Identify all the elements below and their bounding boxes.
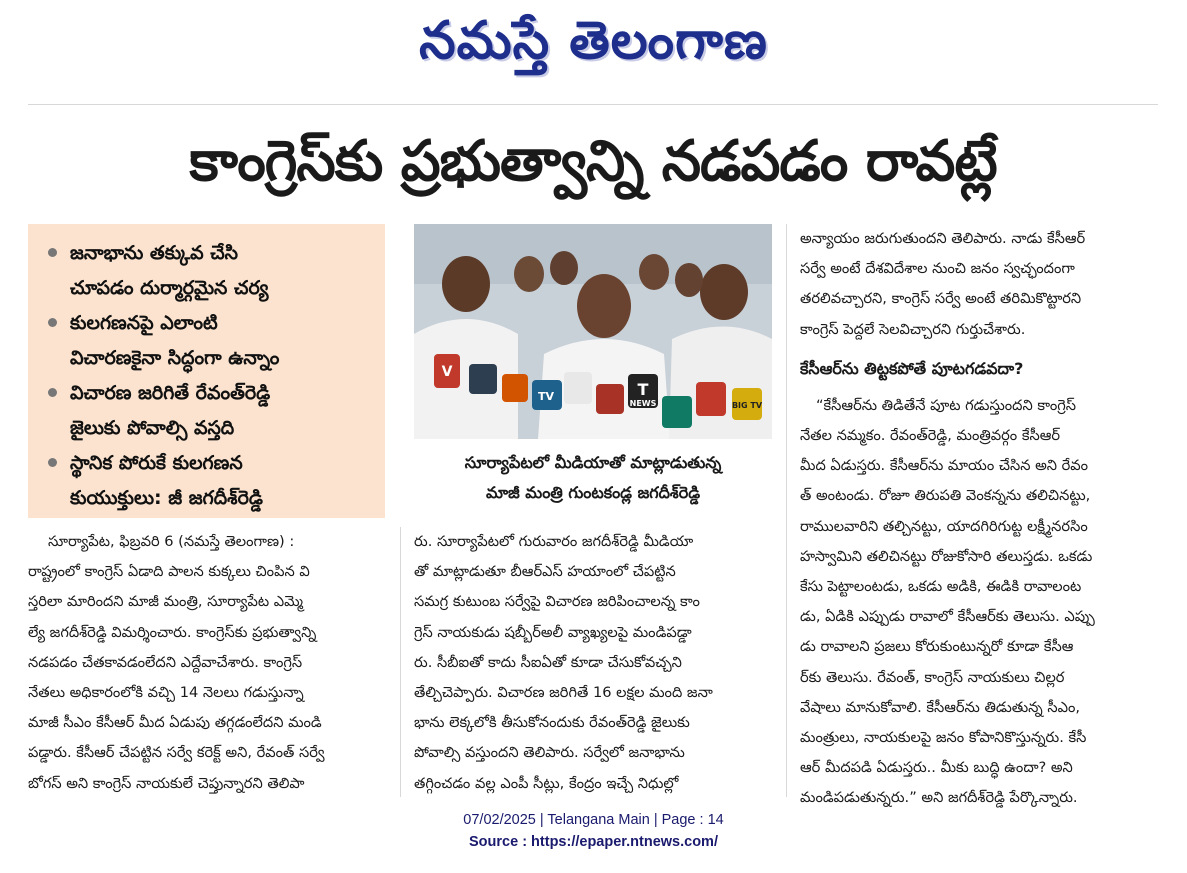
article-line: త్ అంటండు. రోజూ తిరుపతి వెంకన్నను తలిచినట్టు, [800,487,1091,505]
article-subheading: కేసీఆర్‌ను తిట్టకపోతే పూటగడవదా? [800,358,1024,378]
article-line: తగ్గించడం వల్ల ఎంపీ సీట్లు, కేంద్రం ఇచ్చే నిధుల్లో [414,774,679,792]
article-line: హస్వామిని తలిచినట్టు రోజుకోసారి తలుస్తడు. ఒకడు [800,547,1093,565]
article-line: సూర్యాపేట, ఫిబ్రవరి 6 (నమస్తే తెలంగాణ) : [48,533,295,550]
bullet-icon [48,458,57,467]
article-line: మండిపడుతున్నరు.” అని జగదీశ్‌రెడ్డి పేర్కొన్నారు. [800,789,1078,807]
article-line: అన్యాయం జరుగుతుందని తెలిపారు. నాడు కేసీఆర్ [800,230,1086,247]
article-line: “కేసీఆర్‌ను తిడితేనే పూట గడుస్తుందని కాంగ్రెస్ [816,396,1076,414]
bullet-icon [48,248,57,257]
summary-item: విచారణకైనా సిద్ధంగా ఉన్నాం [70,347,280,369]
article-column-1 [28,527,390,799]
article-line: కాంగ్రెస్ పెద్దలే సెలవిచ్చారని గుర్తుచేశారు. [800,320,1026,338]
column-divider [400,527,401,797]
summary-item: కుయుక్తులు: జీ జగదీశ్‌రెడ్డి [70,487,263,509]
article-line: డు, ఏడికి ఎప్పుడు రావాలో కేసీఆర్‌కు తెలుసు. ఎప్పు [800,608,1095,626]
article-line: పోవాల్సి వస్తుందని తెలిపారు. సర్వేలో జనాభాను [414,744,685,762]
masthead-logo: నమస్తే తెలంగాణ [419,11,768,71]
summary-item: స్థానిక పోరుకే కులగణన [46,446,375,480]
article-line: వేషాలు మానుకోవాలి. కేసీఆర్‌ను తిడుతున్న సీఎం, [800,698,1081,716]
article-line: సమగ్ర కుటుంబ సర్వేపై విచారణ జరిపించాలన్న కాం [414,593,700,611]
bullet-icon [48,388,57,397]
summary-item: జైలుకు పోవాల్సి వస్తది [70,417,235,439]
photo-caption [414,448,772,508]
article-line: తరలివచ్చారని, కాంగ్రెస్ సర్వే అంటే తరిమికొట్టారని [800,290,1082,308]
footer-source-link[interactable]: Source : https://epaper.ntnews.com/ [469,834,718,850]
article-line: రాష్ట్రంలో కాంగ్రెస్ ఏడాది పాలన కుక్కలు చింపిన వి [28,563,310,581]
article-line: డు రావాలని ప్రజలు కోరుకుంటున్నరో కూడా కేసీఆ [800,638,1074,656]
column-divider [786,224,787,797]
masthead-divider [28,104,1158,105]
bullet-icon [48,318,57,327]
article-line: నేతలు అధికారంలోకి వచ్చి 14 నెలలు గడుస్తున్నా [28,684,304,702]
article-line: తో మాట్లాడుతూ బీఆర్‌ఎస్ హయాంలో చేపట్టిన [414,563,676,581]
headline: కాంగ్రెస్‌కు ప్రభుత్వాన్ని నడపడం రావట్లే [189,129,997,194]
caption-line: మాజీ మంత్రి గుంటకండ్ల జగదీశ్‌రెడ్డి [485,483,701,502]
article-line: ఆర్ మీదపడి ఏడుస్తరు.. మీకు బుద్ధి ఉందా? అని [800,759,1073,777]
article-column-3 [800,224,1160,814]
article-line: రాములవారిని తల్చినట్టు, యాదగిరిగుట్ట లక్ష్మీనరసిం [800,517,1088,535]
article-line: సర్వే అంటే దేశవిదేశాల నుంచి జనం స్వచ్ఛందంగా [800,260,1075,278]
mic-label: T [637,380,649,399]
article-line: రు. సీబీఐతో కాదు సీఐఏతో కూడా చేసుకోవచ్చని [414,653,682,671]
article-line: మాజీ సీఎం కేసీఆర్ మీద ఏడుపు తగ్గడంలేదని మండి [28,714,322,732]
article-line: తేల్చిచెప్పారు. విచారణ జరిగితే 16 లక్షల మంది జనా [414,684,713,702]
article-line: కేసు పెట్టాలంటడు, ఒకడు అడికి, ఈడికి రావాలంట [800,578,1082,596]
article-line: నేతల నమ్మకం. రేవంత్‌రెడ్డి, మంత్రివర్గం కేసీఆర్ [800,427,1060,445]
summary-item: విచారణ జరిగితే రేవంత్‌రెడ్డి [46,376,375,410]
article-line: ర్‌కు తెలుసు. రేవంత్, కాంగ్రెస్ నాయకులు చిల్లర [800,668,1065,686]
mic-label: TV [537,390,555,403]
article-line: రు. సూర్యాపేటలో గురువారం జగదీశ్‌రెడ్డి మీడియా [414,533,694,550]
article-line: ల్యే జగదీశ్‌రెడ్డి విమర్శించారు. కాంగ్రెస్‌కు ప్రభుత్వాన్ని [28,623,317,641]
article-line: స్తరిలా మారిందని మాజీ మంత్రి, సూర్యాపేట ఎమ్మె [28,593,304,611]
summary-item: కులగణనపై ఎలాంటి [46,306,375,340]
article-line: భాను లెక్కలోకి తీసుకోనందుకు రేవంత్‌రెడ్డి జైలుకు [414,714,690,732]
mic-label: NEWS [629,399,657,408]
article-line: పడ్డారు. కేసీఆర్ చేపట్టిన సర్వే కరెక్ట్ అని, రేవంత్ సర్వే [28,744,325,762]
mic-label: V [441,364,453,380]
article-line: గ్రెస్ నాయకుడు షబ్బీర్‌అలీ వ్యాఖ్యలపై మండిపడ్డా [414,623,692,641]
summary-item: జనాభాను తక్కువ చేసి [46,236,375,270]
article-line: బోగస్ అని కాంగ్రెస్ నాయకులే చెప్తున్నారని తెలిపా [28,774,305,792]
summary-item: చూపడం దుర్మార్గమైన చర్య [70,277,269,299]
news-photo [414,224,772,439]
article-line: మంత్రులు, నాయకులపై జనం కోపానికొస్తున్నరు. కేసీ [800,729,1087,747]
summary-box [28,224,385,518]
article-column-2 [414,527,772,799]
footer-edition-info: 07/02/2025 | Telangana Main | Page : 14 [463,812,724,828]
article-line: మీద ఏడుస్తరు. కేసీఆర్‌ను మాయం చేసిన అని రేవం [800,457,1089,475]
mic-label: BIG TV [731,401,763,410]
article-line: నడపడం చేతకావడంలేదని ఎద్దేవాచేశారు. కాంగ్రెస్ [28,653,303,671]
press-conference-illustration [414,224,772,439]
caption-line: సూర్యాపేటలో మీడియాతో మాట్లాడుతున్న [464,453,722,472]
